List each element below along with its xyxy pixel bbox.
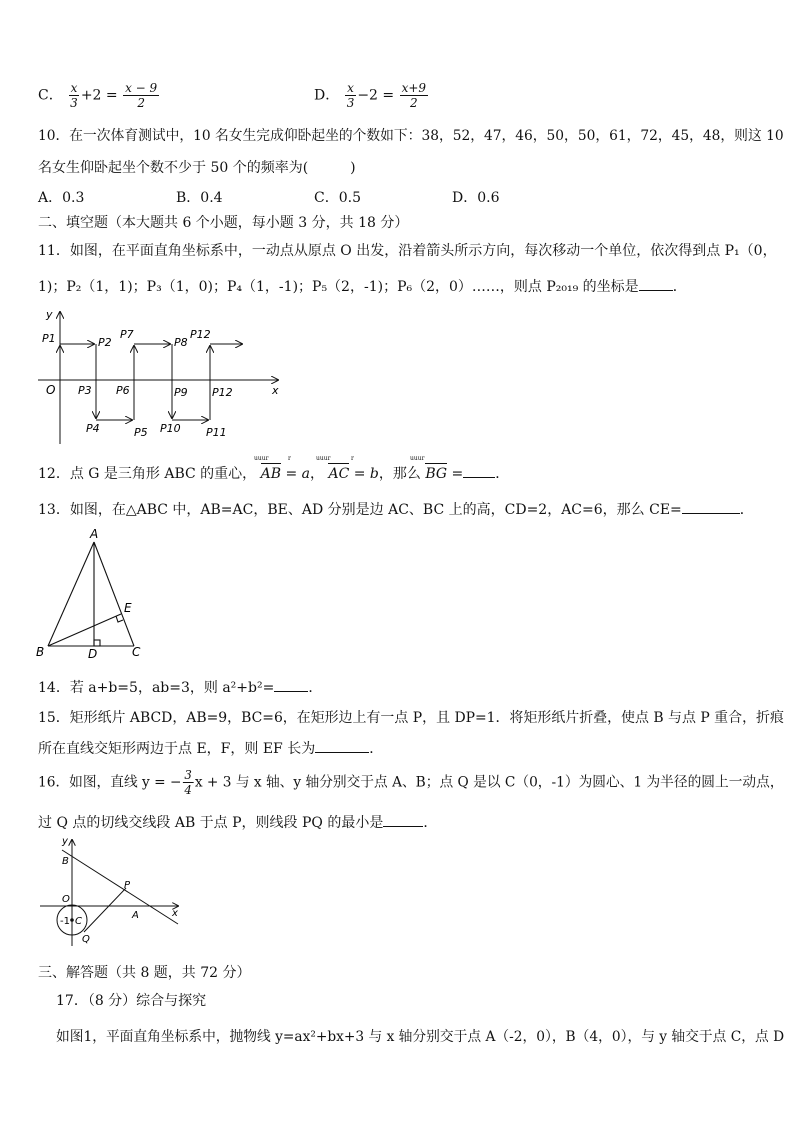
q10-option-c: C．0.5: [314, 190, 361, 206]
q11-label-p12-top: P12: [190, 328, 211, 341]
q17-line1: 如图1，平面直角坐标系中，抛物线 y=ax²+bx+3 与 x 轴分别交于点 A（-2，0），B（4，0），与 y 轴交于点 C，点 D: [56, 1029, 785, 1045]
q11-line2: [38, 276, 687, 296]
q11-figure: [38, 306, 288, 446]
q16-label-neg1: -1: [60, 916, 70, 927]
q16-after-fraction: x + 3 与 x 轴、y 轴分别交于点 A、B；点 Q 是以 C（0，-1）为圆心、1 为半径的圆上一动点，: [194, 774, 784, 791]
q12-vector-bg: BG: [425, 466, 448, 482]
q9-c-label: C．: [38, 87, 63, 104]
q10-line1: 10．在一次体育测试中，10 名女生完成仰卧起坐的个数如下：38，52，47，46，50，50，61，72，45，48，则这 10: [38, 128, 784, 144]
q13-label-a: A: [90, 528, 99, 541]
q11-label-p4: P4: [86, 422, 100, 435]
q12-overmark-r2: r: [351, 455, 354, 462]
q16-fraction: $\frac{3}{4}$: [184, 768, 192, 797]
q11-label-p7: P7: [120, 328, 134, 341]
q9-option-d: [314, 82, 429, 109]
q13-end: ．: [739, 502, 754, 518]
q11-label-p6: P6: [116, 384, 130, 397]
q11-x-label: x: [272, 384, 279, 397]
q11-line2-end: ．: [672, 279, 687, 295]
q11-origin-label: O: [46, 383, 56, 397]
section-fill-in-heading: 二、填空题（本大题共 6 个小题，每小题 3 分，共 18 分）: [38, 215, 409, 231]
q13-altitude-be: [48, 614, 121, 646]
q9-d-lhs-fraction: $\frac{x}{3}$: [346, 81, 355, 110]
q12-line: [38, 463, 509, 483]
section-solve-heading: 三、解答题（共 8 题，共 72 分）: [38, 965, 251, 981]
q16-y-label: y: [62, 836, 68, 847]
q9-c-lhs-fraction: $\frac{x}{3}$: [70, 81, 78, 110]
q16-answer-blank[interactable]: [383, 826, 423, 827]
q12-vector-ab-value: = a: [285, 466, 311, 482]
q16-line2-text: 过 Q 点的切线交线段 AB 于点 P，则线段 PQ 的最小是: [38, 815, 384, 831]
q11-line1: 11．如图，在平面直角坐标系中，一动点从原点 O 出发，沿着箭头所示方向，每次移动一个单位，依次得到点 P₁（0，: [38, 243, 777, 259]
q11-label-p3: P3: [78, 384, 92, 397]
q12-overmark-3: uuur: [410, 455, 425, 462]
q12-prefix: 12．点 G 是三角形 ABC 的重心，: [38, 466, 257, 482]
q10-option-a: A．0.3: [38, 190, 85, 206]
q12-end: ．: [495, 466, 510, 482]
q10-option-d: D．0.6: [452, 190, 500, 206]
q13-side-ab: [48, 542, 94, 646]
q11-label-p12-bottom: P12: [212, 386, 233, 399]
q12-suffix: =: [451, 466, 464, 482]
q11-label-p1: P1: [42, 332, 56, 345]
q11-label-p5: P5: [134, 426, 148, 439]
q15-line2: [38, 738, 383, 758]
q9-c-rhs-fraction: $\frac{x - 9}{2}$: [125, 81, 158, 110]
q12-overmark-1: uuur: [254, 455, 269, 462]
q16-label-c: C: [75, 916, 82, 927]
q17-title: 17．（8 分）综合与探究: [56, 993, 207, 1009]
q9-option-c: [38, 82, 160, 109]
q11-line2-text: 1)；P₂（1，1)；P₃（1，0)；P₄（1，-1)；P₅（2，-1)；P₆（2，0）……，则点 P₂₀₁₉ 的坐标是: [38, 279, 639, 295]
q16-line2: [38, 812, 437, 832]
q12-overmark-r1: r: [288, 455, 291, 462]
q16-label-o: O: [62, 894, 70, 905]
q11-label-p9: P9: [174, 386, 188, 399]
q11-label-p11: P11: [206, 426, 227, 439]
q13-figure: [34, 528, 164, 664]
q14-line: [38, 677, 322, 697]
q9-c-lhs-rest: +2 =: [80, 87, 118, 104]
q16-figure: [38, 836, 188, 948]
q12-vector-ab: AB: [260, 466, 282, 482]
q11-label-p8: P8: [174, 336, 188, 349]
q13-line: [38, 499, 754, 519]
q13-label-b: B: [36, 645, 45, 659]
q15-line2-text: 所在直线交矩形两边于点 E，F，则 EF 长为: [38, 741, 316, 757]
q16-center-dot: [70, 918, 74, 922]
q9-d-rhs-fraction: $\frac{x+9}{2}$: [401, 81, 427, 110]
q13-answer-blank[interactable]: [682, 513, 740, 514]
q14-answer-blank[interactable]: [274, 691, 308, 692]
q12-vector-ac-value: = b: [353, 466, 379, 482]
q13-right-angle-d: [94, 640, 100, 646]
q16-prefix: 16．如图，直线 y = −: [38, 774, 182, 791]
q13-label-e: E: [124, 601, 132, 615]
q13-label-c: C: [132, 645, 141, 659]
q12-answer-blank[interactable]: [463, 477, 495, 478]
q12-overmark-2: uuur: [316, 455, 331, 462]
q12-mid: ，那么: [378, 466, 421, 482]
q16-label-b: B: [62, 856, 69, 867]
q9-d-lhs-rest: −2 =: [357, 87, 395, 104]
q15-answer-blank[interactable]: [315, 752, 369, 753]
q16-tangent-pq: [84, 888, 126, 932]
q16-line1: [38, 769, 784, 796]
q16-x-label: x: [172, 908, 178, 919]
q11-label-p2: P2: [98, 336, 112, 349]
q16-line-ab: [62, 850, 178, 924]
q11-answer-blank[interactable]: [639, 290, 673, 291]
q13-side-ac: [94, 542, 134, 646]
q15-end: ．: [369, 741, 384, 757]
q11-label-p10: P10: [160, 422, 181, 435]
q16-label-p: P: [124, 880, 131, 891]
q10-line2: 名女生仰卧起坐个数不少于 50 个的频率为( ): [38, 160, 356, 176]
q14-text: 14．若 a+b=5，ab=3，则 a²+b²=: [38, 680, 275, 696]
q15-line1: 15．矩形纸片 ABCD，AB=9，BC=6，在矩形边上有一点 P，且 DP=1．将矩形纸片折叠，使点 B 与点 P 重合，折痕: [38, 710, 784, 726]
q13-label-d: D: [88, 647, 98, 661]
q9-d-label: D．: [314, 87, 340, 104]
q16-label-a: A: [132, 910, 139, 921]
q16-label-q: Q: [82, 934, 90, 945]
q16-end: ．: [423, 815, 438, 831]
q11-y-label: y: [46, 308, 53, 321]
q14-end: ．: [308, 680, 323, 696]
q13-right-angle-e: [116, 616, 123, 622]
q10-option-b: B．0.4: [176, 190, 223, 206]
q12-sep: ，: [310, 466, 325, 482]
q12-vector-ac: AC: [328, 466, 350, 482]
q13-text: 13．如图，在△ABC 中，AB=AC，BE、AD 分别是边 AC、BC 上的高，CD=2，AC=6，那么 CE=: [38, 502, 682, 518]
